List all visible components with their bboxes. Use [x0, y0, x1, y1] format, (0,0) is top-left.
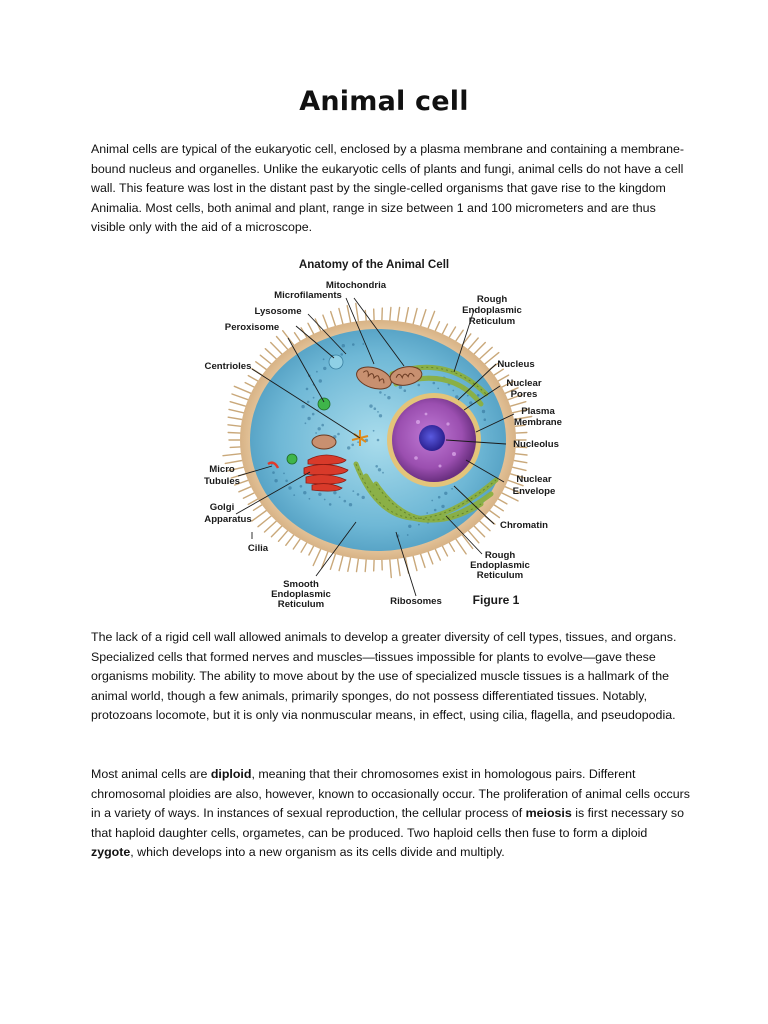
ribosome-dot: [352, 343, 355, 346]
cilium: [230, 402, 245, 407]
cilium: [356, 303, 359, 321]
ribosome-dot: [433, 382, 436, 385]
cilium: [456, 330, 463, 341]
cilium: [256, 362, 267, 370]
cilium: [243, 493, 254, 498]
label-plasma-membrane-line2: Membrane: [514, 417, 562, 428]
cilium: [295, 333, 301, 341]
ribosome-dot: [379, 391, 382, 394]
ribosome-dot: [484, 418, 487, 421]
label-mitochondria: Mitochondria: [325, 280, 387, 291]
ribosome-dot: [437, 388, 439, 390]
cilium: [390, 308, 391, 321]
label-smooth-er-line1: Smooth: [283, 579, 319, 590]
cilium: [293, 539, 300, 549]
label-smooth-er-line3: Reticulum: [277, 599, 325, 610]
ribosome-dot: [315, 432, 317, 434]
label-nuclear-pores-line1: Nuclear: [506, 378, 542, 389]
bold-term: zygote: [91, 845, 131, 860]
cilium: [456, 539, 466, 554]
ribosome-dot: [342, 344, 345, 347]
animal-cell-diagram: [196, 254, 576, 614]
cilium: [234, 386, 251, 393]
cilium: [271, 526, 281, 537]
cilium: [428, 311, 435, 328]
ribosome-dot: [452, 390, 454, 392]
cilium: [413, 556, 417, 571]
ribosome-dot: [357, 493, 360, 496]
text-run: The lack of a rigid cell wall allowed animals to develop a greater diversity of cell types, tissues, and organs. Specialized cells that formed nerves and muscles—tissues impossible for plants to evolve—gave these organisms mobility. The ability to move about by the use of specialized muscle tissues is a hallmark of the animal world, though a few animals, primarily sponges, do not possess differentiated tissues. Notably, protozoans locomote, but it is only via nonmuscular means, in effect, using cilia, flagella, and pseudopodia.: [91, 630, 677, 723]
ribosome-dot: [312, 413, 315, 416]
ribosome-dot: [384, 394, 386, 396]
label-plasma-membrane-line1: Plasma: [521, 406, 555, 417]
cilium: [462, 535, 472, 549]
ribosome-dot: [408, 525, 411, 528]
lysosome: [329, 355, 343, 369]
label-rough-er-top-line1: Rough: [476, 294, 508, 305]
text-run: , which develops into a new organism as its cells divide and multiply.: [130, 845, 505, 860]
cilium: [228, 417, 242, 419]
label-micro-tubules-line1: Micro: [209, 464, 235, 475]
cilium: [435, 322, 439, 331]
cilium: [365, 560, 366, 572]
peroxisome: [318, 398, 330, 410]
label-rough-er-top-line2: Endoplasmic: [462, 305, 522, 316]
label-peroxisome: Peroxisome: [224, 322, 280, 333]
ribosome-dot: [362, 496, 365, 499]
ribosome-dot: [431, 500, 433, 502]
cilium: [514, 461, 527, 463]
ribosome-dot: [288, 486, 291, 489]
cilium: [494, 369, 503, 375]
ribosome-dot: [382, 472, 384, 474]
cilium: [365, 311, 366, 321]
ribosome-dot: [362, 343, 364, 345]
ribosome-dot: [323, 367, 326, 370]
label-microfilaments: Microfilaments: [274, 290, 342, 301]
ribosome-dot: [352, 490, 354, 492]
cilium: [252, 511, 267, 522]
label-lysosome: Lysosome: [254, 306, 302, 317]
cilium: [248, 499, 257, 504]
label-nuclear-envelope-line1: Nuclear: [516, 474, 552, 485]
cilium: [248, 376, 257, 381]
cilium: [283, 331, 294, 345]
cilium: [474, 343, 485, 354]
ribosome-dot: [301, 405, 304, 408]
cilium: [254, 505, 262, 510]
ribosome-dot: [305, 422, 307, 424]
label-nuclear-pores-line2: Pores: [510, 389, 538, 400]
cilium: [442, 324, 447, 334]
cilium: [468, 338, 478, 349]
cilium: [398, 307, 400, 321]
label-centrioles: Centrioles: [204, 361, 252, 372]
label-rough-er-bottom-line3: Reticulum: [476, 570, 524, 581]
cilium: [277, 337, 288, 350]
label-cilia: Cilia: [247, 543, 269, 554]
nucleolus: [419, 425, 445, 451]
cilium: [498, 499, 507, 504]
text-run: is first necessary so that haploid daughter cells, orgametes, can be produced. Two haploid cells then fuse to form a diploid: [91, 806, 684, 840]
ribosome-dot: [441, 505, 444, 508]
cilium: [490, 511, 500, 518]
cilium: [512, 467, 526, 470]
ribosome-dot: [306, 388, 309, 391]
cilium: [480, 521, 490, 531]
cilium: [405, 308, 408, 323]
cilium: [239, 487, 251, 492]
label-nuclear-envelope-line2: Envelope: [512, 486, 556, 497]
label-smooth-er-line2: Endoplasmic: [271, 589, 331, 600]
paragraph-cell-wall: [91, 628, 691, 726]
cilium: [271, 343, 282, 354]
ribosome-dot: [313, 397, 315, 399]
ribosome-dot: [455, 395, 458, 398]
ribosome-dot: [426, 512, 428, 514]
cilium: [516, 433, 527, 434]
ribosome-dot: [283, 473, 285, 475]
ribosome-dot: [344, 500, 347, 503]
ribosome-dot: [469, 401, 472, 404]
cilium: [339, 309, 343, 324]
cilium: [323, 315, 328, 328]
cilium: [265, 349, 276, 359]
text-run: Most animal cells are: [91, 767, 211, 781]
cilium: [260, 355, 271, 364]
label-ribosomes: Ribosomes: [390, 596, 442, 607]
ribosome-dot: [404, 389, 407, 392]
ribosome-dot: [309, 498, 311, 500]
cilium: [449, 327, 455, 337]
ribosome-dot: [407, 534, 409, 536]
ribosome-dot: [369, 404, 372, 407]
ribosome-dot: [333, 491, 336, 494]
ribosome-dot: [375, 465, 378, 468]
ribosome-dot: [351, 444, 354, 447]
cilium: [398, 559, 401, 576]
ribosome-dot: [399, 386, 402, 389]
cilium: [225, 461, 242, 464]
animal-cell-figure: [196, 254, 576, 614]
cilium: [494, 505, 503, 511]
ribosome-dot: [272, 471, 275, 474]
ribosome-dot: [316, 371, 318, 373]
ribosome-dot: [379, 414, 382, 417]
ribosome-dot: [377, 411, 379, 413]
ribosome-dot: [329, 503, 332, 506]
ribosome-dot: [323, 358, 325, 360]
ribosome-dot: [373, 430, 375, 432]
cilium: [322, 552, 328, 568]
label-nucleus: Nucleus: [497, 359, 535, 370]
ribosome-dot: [340, 353, 343, 356]
ribosome-dot: [318, 427, 321, 430]
figure-caption: Figure 1: [472, 593, 520, 607]
label-rough-er-bottom-line1: Rough: [484, 550, 516, 561]
ribosome-dot: [467, 395, 469, 397]
cilium: [339, 556, 343, 571]
cilium: [245, 383, 254, 388]
ribosome-dot: [349, 503, 352, 506]
cilium: [421, 310, 426, 326]
ribosome-dot: [418, 384, 421, 387]
label-golgi-line2: Apparatus: [204, 514, 252, 525]
cilium: [421, 554, 425, 567]
cilium: [308, 323, 314, 334]
cilium: [474, 526, 484, 537]
cilium: [435, 549, 440, 560]
ribosome-dot: [318, 493, 321, 496]
paragraph-intro: [91, 140, 691, 238]
label-nucleolus: Nucleolus: [513, 439, 559, 450]
ribosome-dot: [451, 488, 453, 490]
cilium: [265, 521, 277, 532]
cilium: [232, 394, 248, 400]
ribosome-dot: [434, 509, 437, 512]
bold-term: diploid: [210, 767, 252, 781]
ribosome-dot: [307, 417, 310, 420]
ribosome-dot: [378, 468, 381, 471]
ribosome-dot: [337, 433, 340, 436]
ribosome-dot: [438, 496, 441, 499]
cilium: [413, 309, 417, 324]
ribosome-dot: [387, 396, 390, 399]
cilium: [258, 516, 271, 527]
cilium: [348, 558, 351, 572]
ribosome-dot: [482, 410, 485, 413]
ribosome-dot: [347, 446, 350, 449]
label-rough-er-top-line3: Reticulum: [468, 316, 516, 327]
text-run: , meaning that their chromosomes exist in homologous pairs. Different chromosomal ploidies are also, however, known to occasionally occur. The proliferation of animal cells occurs in a variety of ways. In instances of sexual reproduction, the cellular process of: [91, 767, 690, 821]
cilium: [357, 559, 359, 572]
cilium: [301, 543, 307, 552]
label-micro-tubules-line2: Tubules: [203, 476, 241, 487]
ribosome-dot: [285, 480, 288, 483]
cilium: [330, 554, 335, 569]
ribosome-dot: [303, 491, 306, 494]
cilium: [228, 433, 240, 434]
cilium: [449, 543, 454, 552]
ribosome-dot: [339, 496, 341, 498]
cilium: [223, 454, 241, 456]
cilium: [279, 531, 288, 542]
ribosome-dot: [444, 492, 447, 495]
cilium: [515, 454, 527, 455]
bold-term: meiosis: [525, 806, 572, 821]
cilium: [286, 535, 294, 545]
figure-title: Anatomy of the Animal Cell: [298, 258, 450, 271]
cilium: [309, 546, 314, 555]
cilium: [230, 447, 240, 448]
cilium: [480, 347, 493, 359]
cilium: [442, 546, 447, 556]
label-chromatin: Chromatin: [500, 520, 548, 531]
label-golgi-line1: Golgi: [209, 502, 235, 513]
ribosome-dot: [377, 439, 380, 442]
ribosome-dot: [307, 401, 310, 404]
ribosome-dot: [374, 407, 377, 410]
cilium: [313, 549, 321, 565]
ribosome-dot: [300, 485, 303, 488]
ribosome-dot: [274, 479, 277, 482]
cilium: [331, 312, 336, 326]
document-title: Animal cell: [299, 86, 469, 117]
text-run: Animal cells are typical of the eukaryotic cell, enclosed by a plasma membrane and containing a membrane-bound nucleus and organelles. Unlike the eukaryotic cells of plants and fungi, animal cells do not have a cell wall. This feature was lost in the distant past by the single-celled organisms that gave rise to the kingdom Animalia. Most cells, both animal and plant, range in size between 1 and 100 micrometers and are thus visible only with the aid of a microscope.: [91, 142, 684, 235]
cilium: [390, 560, 392, 578]
cilium: [428, 552, 433, 564]
ribosome-dot: [319, 379, 322, 382]
ribosome-dot: [357, 441, 359, 443]
ribosome-dot: [324, 499, 326, 501]
cilium: [229, 409, 244, 412]
ribosome-dot: [321, 424, 324, 427]
label-rough-er-bottom-line2: Endoplasmic: [470, 560, 530, 571]
cilium: [228, 425, 241, 427]
paragraph-diploid: [91, 765, 691, 863]
ribosome-dot: [418, 524, 420, 526]
ribosome-dot: [293, 494, 295, 496]
